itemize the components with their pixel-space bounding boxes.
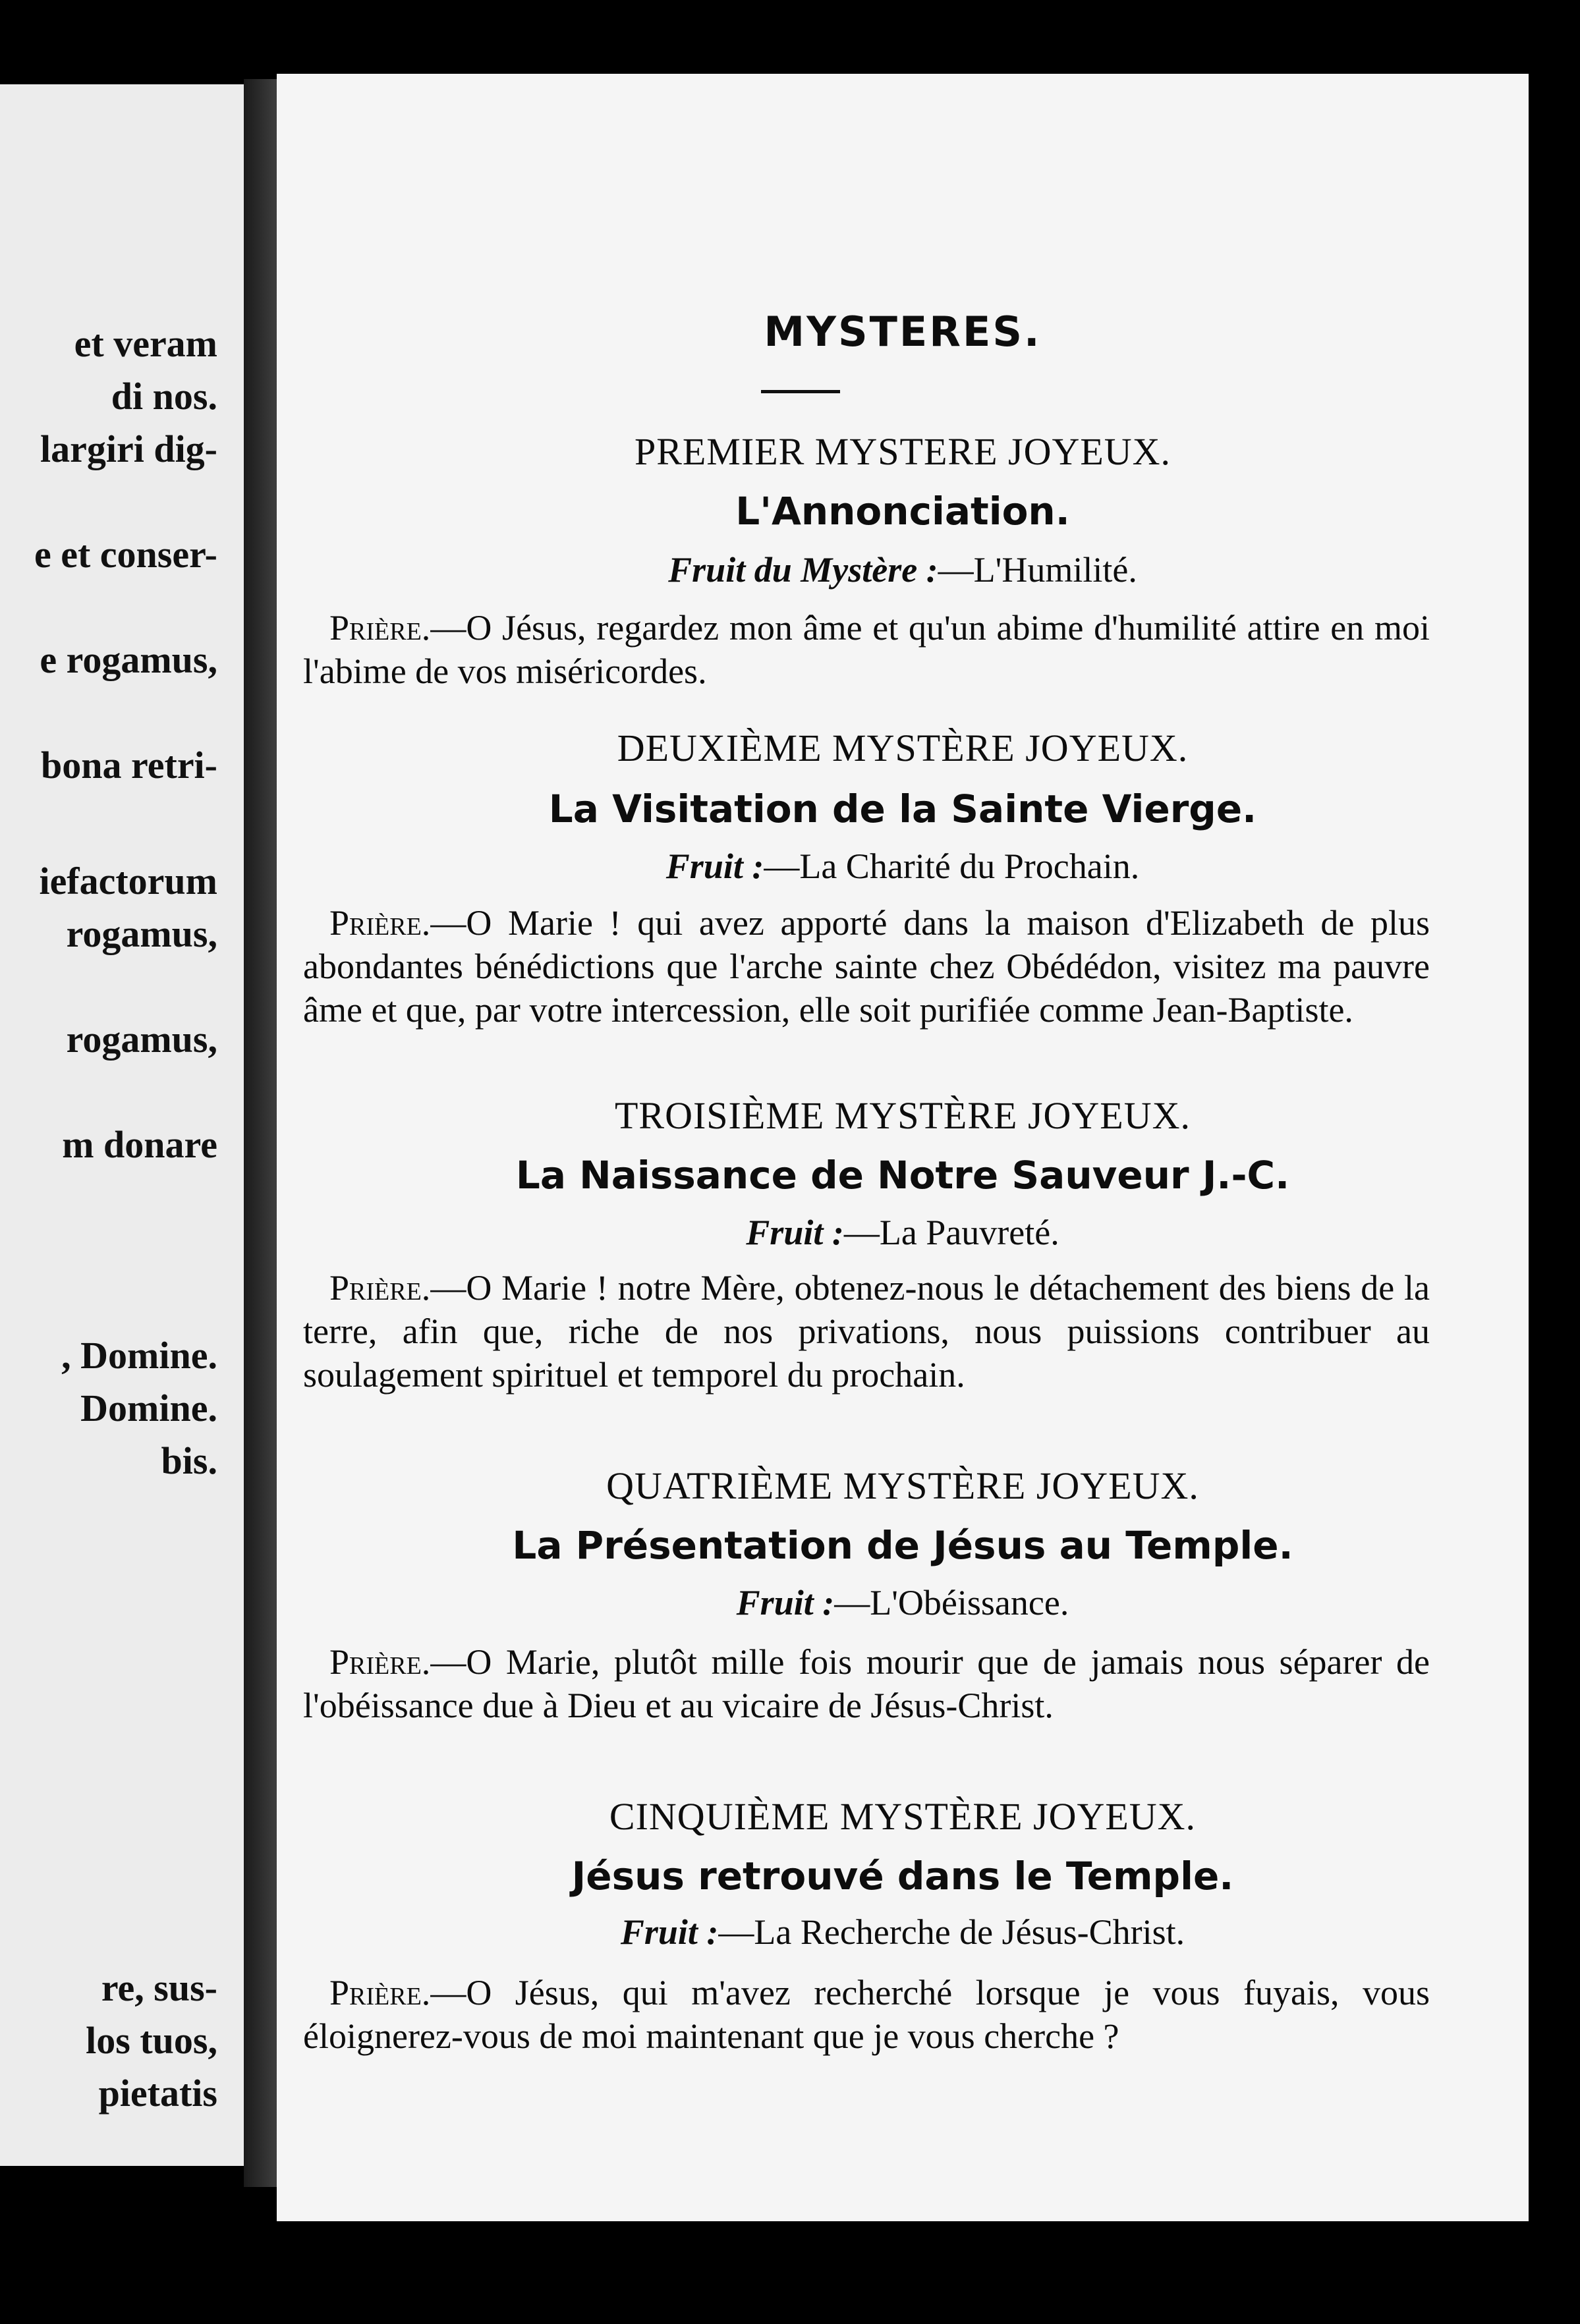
prayer-label: Prière.	[329, 1268, 431, 1308]
left-line: e et conser-	[34, 533, 217, 576]
mystery-name: La Naissance de Notre Sauveur J.-C.	[515, 1153, 1290, 1198]
left-line: di nos.	[111, 375, 217, 418]
prayer-text: —O Marie ! qui avez apporté dans la maison d'Elizabeth de plus abondantes bénédictions que l'arche sainte chez Obédédon, visitez ma pauvre âme et que, par votre intercession, elle soit purifiée comme Jean-Baptiste.	[303, 903, 1430, 1030]
left-line: largiri dig-	[40, 428, 217, 470]
left-line: iefactorum	[39, 860, 217, 902]
mystery-heading: QUATRIÈME MYSTÈRE JOYEUX.	[606, 1464, 1199, 1507]
prayer-text: —O Marie ! notre Mère, obtenez-nous le détachement des biens de la terre, afin que, riche de nos privations, nous puissions contribuer au soulagement spirituel et temporel du prochain.	[303, 1268, 1430, 1395]
page-content	[277, 74, 1529, 2221]
mystery-fruit	[277, 549, 1529, 590]
left-line: re, sus-	[101, 1966, 217, 2009]
mystery-heading: TROISIÈME MYSTÈRE JOYEUX.	[614, 1094, 1191, 1137]
mystery-fruit	[277, 1912, 1529, 1952]
fruit-label: Fruit :	[665, 846, 764, 886]
left-line: bis.	[161, 1439, 217, 1482]
mystery-heading: CINQUIÈME MYSTÈRE JOYEUX.	[609, 1795, 1197, 1838]
fruit-value: —L'Obéissance.	[834, 1583, 1069, 1622]
fruit-value: —La Recherche de Jésus-Christ.	[718, 1912, 1185, 1952]
mystery-name: La Présentation de Jésus au Temple.	[512, 1523, 1293, 1568]
right-page	[277, 74, 1529, 2221]
left-page	[0, 84, 257, 2166]
left-line: rogamus,	[66, 1018, 217, 1061]
mystery-fruit	[277, 846, 1529, 887]
prayer-label: Prière.	[329, 1973, 431, 2012]
mystery-prayer	[303, 901, 1430, 1032]
prayer-label: Prière.	[329, 1642, 431, 1682]
left-line: e rogamus,	[40, 638, 217, 681]
left-line: bona retri-	[41, 744, 217, 787]
mystery-heading: PREMIER MYSTERE JOYEUX.	[634, 430, 1171, 473]
fruit-value: —L'Humilité.	[938, 550, 1137, 590]
mystery-prayer	[303, 606, 1430, 693]
mystery-fruit	[277, 1212, 1529, 1253]
left-line: , Domine.	[61, 1334, 217, 1377]
mystery-prayer	[303, 1971, 1430, 2058]
mystery-prayer	[303, 1640, 1430, 1727]
page-title: MYSTERES.	[764, 308, 1042, 356]
mystery-name: L'Annonciation.	[735, 489, 1070, 534]
prayer-label: Prière.	[329, 608, 431, 648]
mystery-heading: DEUXIÈME MYSTÈRE JOYEUX.	[617, 727, 1189, 769]
left-line: et veram	[74, 322, 217, 365]
fruit-label: Fruit :	[746, 1213, 844, 1252]
prayer-text: —O Jésus, regardez mon âme et qu'un abime d'humilité attire en moi l'abime de vos miséricordes.	[303, 608, 1430, 691]
prayer-text: —O Marie, plutôt mille fois mourir que de jamais nous séparer de l'obéissance due à Dieu et au vicaire de Jésus-Christ.	[303, 1642, 1430, 1725]
fruit-label: Fruit :	[736, 1583, 835, 1622]
mystery-name: La Visitation de la Sainte Vierge.	[548, 787, 1257, 831]
left-line: rogamus,	[66, 912, 217, 955]
fruit-label: Fruit du Mystère :	[668, 550, 938, 590]
fruit-value: —La Charité du Prochain.	[764, 846, 1140, 886]
mystery-name: Jésus retrouvé dans le Temple.	[571, 1854, 1234, 1898]
left-line: los tuos,	[86, 2019, 217, 2062]
left-line: pietatis	[98, 2072, 217, 2115]
title-rule	[761, 390, 840, 393]
fruit-value: —La Pauvreté.	[843, 1213, 1059, 1252]
mystery-fruit	[277, 1582, 1529, 1623]
mystery-prayer	[303, 1266, 1430, 1397]
left-line: Domine.	[80, 1387, 217, 1429]
prayer-text: —O Jésus, qui m'avez recherché lorsque je vous fuyais, vous éloignerez-vous de moi maintenant que je vous cherche ?	[303, 1973, 1430, 2056]
prayer-label: Prière.	[329, 903, 431, 943]
left-line: m donare	[62, 1123, 217, 1166]
fruit-label: Fruit :	[620, 1912, 719, 1952]
